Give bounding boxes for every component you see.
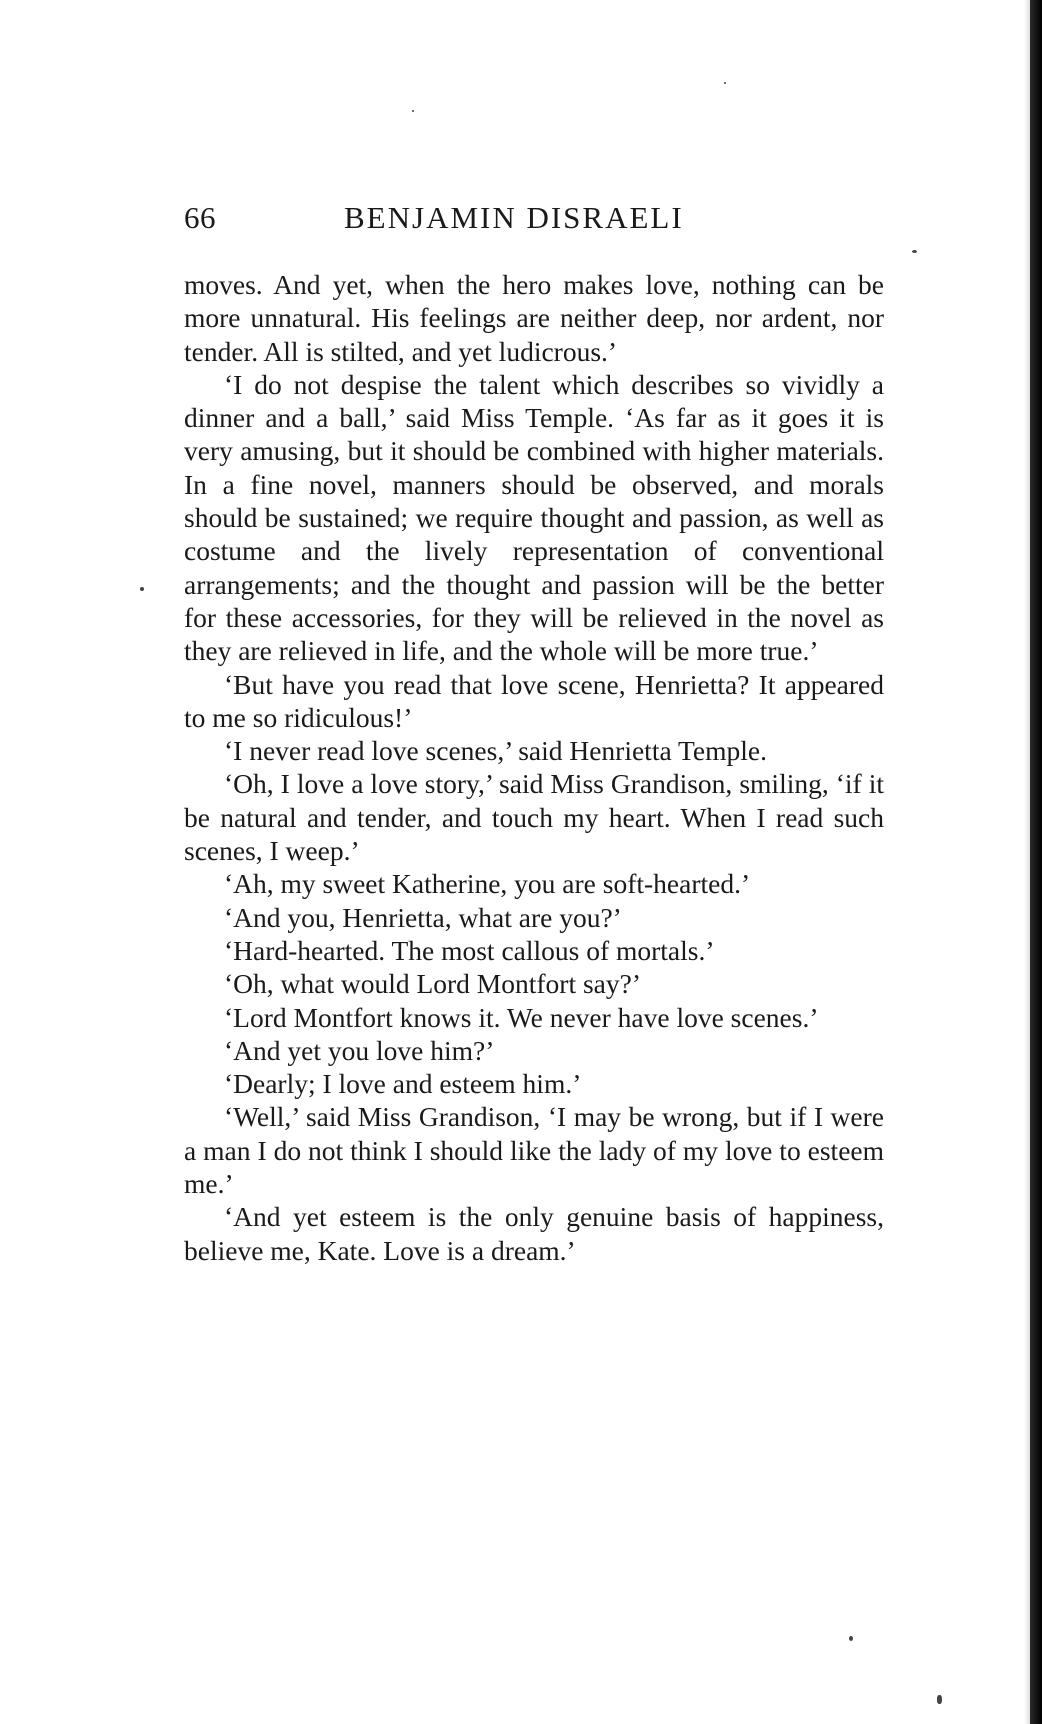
paragraph: ‘Hard-hearted. The most callous of mortals.’ — [224, 934, 715, 966]
paragraph: ‘Dearly; I love and esteem him.’ — [224, 1068, 582, 1100]
paragraph: ‘Oh, I love a love story,’ said Miss Grandison, smiling, ‘if it be natural and tender, and touch my heart. When I read such scenes, I weep.’ — [184, 768, 884, 867]
running-title: BENJAMIN DISRAELI — [344, 200, 684, 235]
paper-speck — [912, 250, 917, 253]
paper-speck — [412, 110, 414, 112]
paper-speck — [724, 82, 726, 84]
paper-speck — [849, 1636, 853, 1641]
page-number: 66 — [184, 200, 216, 235]
paragraph: ‘I do not despise the talent which describes so vividly a dinner and a ball,’ said Miss Temple. ‘As far as it goes it is very amusing, but it should be combined with higher materials. In a fine novel, manners should be observed, and morals should be sustained; we require thought and passion, as well as costume and the lively representation of conventional arrangements; and the thought and passion will be the better for these accessories, for they will be relieved in the novel as they are relieved in life, and the whole will be more true.’ — [184, 368, 884, 667]
paragraph: ‘And you, Henrietta, what are you?’ — [224, 901, 622, 933]
running-head — [184, 200, 884, 244]
paper-speck — [140, 587, 144, 591]
body-text — [184, 268, 884, 1267]
paragraph: ‘Ah, my sweet Katherine, you are soft-hearted.’ — [224, 868, 751, 900]
paragraph: ‘Well,’ said Miss Grandison, ‘I may be wrong, but if I were a man I do not think I should like the lady of my love to esteem me.’ — [184, 1101, 884, 1200]
paragraph: ‘And yet you love him?’ — [224, 1034, 495, 1066]
paragraph: ‘Lord Montfort knows it. We never have love scenes.’ — [224, 1001, 819, 1033]
paragraph: ‘And yet esteem is the only genuine basis of happiness, believe me, Kate. Love is a dream.’ — [184, 1201, 884, 1266]
paragraph: ‘I never read love scenes,’ said Henrietta Temple. — [224, 735, 767, 767]
paper-speck — [937, 1695, 942, 1704]
paragraph: ‘Oh, what would Lord Montfort say?’ — [224, 968, 641, 1000]
paragraph: ‘But have you read that love scene, Henrietta? It appeared to me so ridiculous!’ — [184, 668, 884, 733]
paragraph: moves. And yet, when the hero makes love, nothing can be more unnatural. His feelings are neither deep, nor ardent, nor tender. All is stilted, and yet ludicrous.’ — [184, 269, 884, 367]
book-spine-edge — [1030, 0, 1042, 1724]
